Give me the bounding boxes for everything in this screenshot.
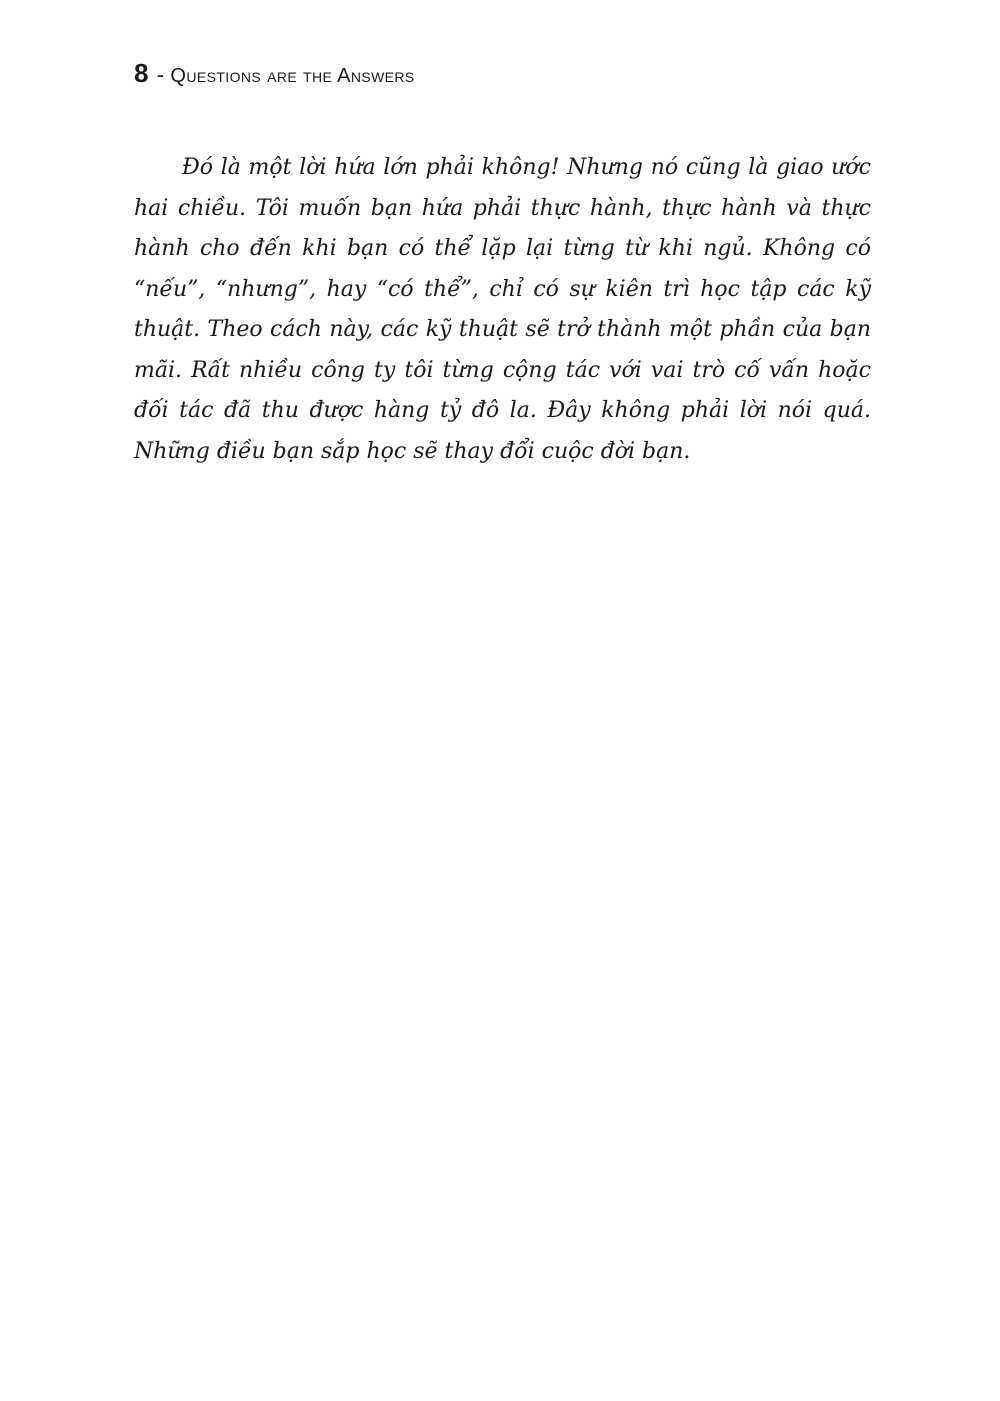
running-header xyxy=(134,58,415,89)
book-title: Questions are the Answers xyxy=(170,65,415,87)
page-number: 8 xyxy=(134,58,149,88)
body-paragraph: Đó là một lời hứa lớn phải không! Nhưng nó cũng là giao ước hai chiều. Tôi muốn bạn hứa phải thực hành, thực hành và thực hành cho đến khi bạn có thể lặp lại từng từ khi ngủ. Không có “nếu”, “nhưng”, hay “có thể”, chỉ có sự kiên trì học tập các kỹ thuật. Theo cách này, các kỹ thuật sẽ trở thành một phần của bạn mãi. Rất nhiều công ty tôi từng cộng tác với vai trò cố vấn hoặc đối tác đã thu được hàng tỷ đô la. Đây không phải lời nói quá. Những điều bạn sắp học sẽ thay đổi cuộc đời bạn. xyxy=(134,155,871,464)
header-separator: - xyxy=(156,62,165,87)
